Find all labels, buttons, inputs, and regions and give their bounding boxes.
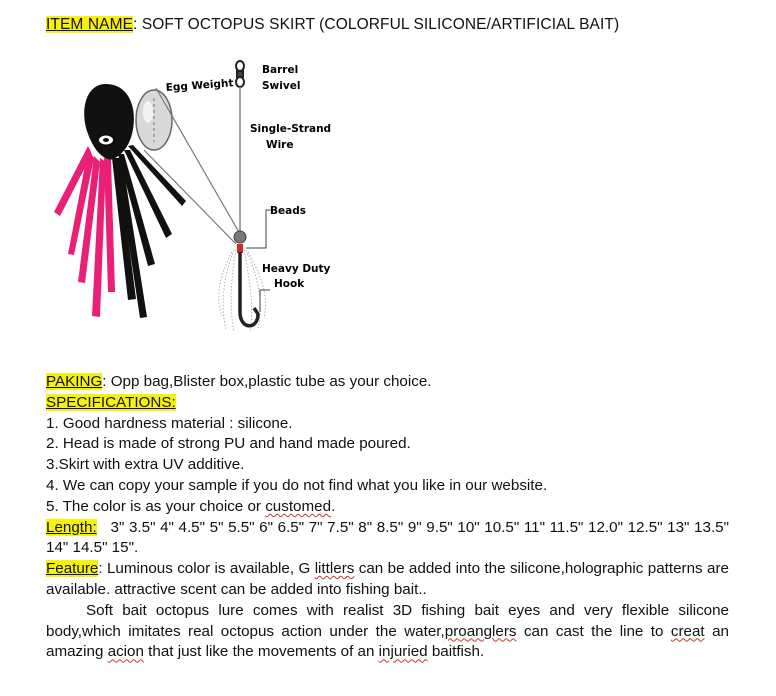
label-egg-weight: Egg Weight	[165, 77, 234, 94]
octopus-skirt-rig-diagram	[44, 54, 384, 344]
barrel-swivel-icon	[236, 61, 244, 87]
paking-label: PAKING	[46, 373, 103, 390]
heavy-duty-hook-icon	[240, 252, 258, 326]
spec-item: 2. Head is made of strong PU and hand made poured.	[46, 435, 411, 453]
spelling-flag: littlers	[314, 560, 355, 578]
paking-line	[46, 372, 729, 393]
pink-tentacles	[54, 146, 115, 317]
spec-item: 3.Skirt with extra UV additive.	[46, 456, 245, 474]
item-name-label: ITEM NAME	[46, 16, 134, 33]
specifications-heading: SPECIFICATIONS:	[46, 393, 176, 411]
feature-label: Feature	[46, 560, 99, 578]
spelling-flag: customed	[265, 497, 332, 515]
beads-icon	[234, 231, 246, 243]
feature-line: Feature: Luminous color is available, G littlers can be added into the silicone,holographic patterns are available. attractive scent can be added into fishing bait..	[46, 560, 729, 598]
length-line	[46, 518, 734, 560]
spec-item: 5. The color is as your choice or customed.	[46, 497, 336, 515]
black-tentacles	[112, 145, 186, 318]
paking-text: : Opp bag,Blister box,plastic tube as your choice.	[102, 373, 432, 390]
egg-weight-icon	[136, 90, 172, 150]
label-beads: Beads	[270, 205, 306, 217]
spelling-flag: acion	[107, 643, 144, 661]
item-name-line	[46, 16, 619, 34]
length-label: Length:	[46, 518, 97, 536]
label-single-strand: Single-Strand	[250, 123, 332, 135]
description-paragraph: Soft bait octopus lure comes with realist 3D fishing bait eyes and very flexible silicone body,which imitates real octopus action under the water,proanglers can cast the line to creat an amazing acion that just like the movements of an injuried baitfish.	[46, 601, 729, 661]
label-hook: Hook	[274, 278, 305, 290]
spelling-flag: proanglers	[444, 622, 517, 640]
octopus-head	[84, 84, 134, 160]
label-barrel: Barrel	[262, 64, 299, 76]
label-swivel: Swivel	[262, 80, 301, 92]
spelling-flag: injuried	[378, 643, 428, 661]
spec-item: 1. Good hardness material : silicone.	[46, 414, 293, 432]
item-name-text: : SOFT OCTOPUS SKIRT (COLORFUL SILICONE/ARTIFICIAL BAIT)	[133, 16, 620, 33]
spelling-flag: creat	[670, 622, 705, 640]
product-description	[46, 372, 734, 663]
label-heavy-duty: Heavy Duty	[262, 263, 331, 275]
label-wire: Wire	[266, 139, 294, 151]
length-values: 3" 3.5" 4" 4.5" 5" 5.5" 6" 6.5" 7" 7.5" 8" 8.5" 9" 9.5" 10" 10.5" 11" 11.5" 12.0" 12.5" 13" 13.5" 14" 14.5" 15".	[46, 518, 734, 557]
spec-item: 4. We can copy your sample if you do not find what you like in our website.	[46, 476, 548, 494]
